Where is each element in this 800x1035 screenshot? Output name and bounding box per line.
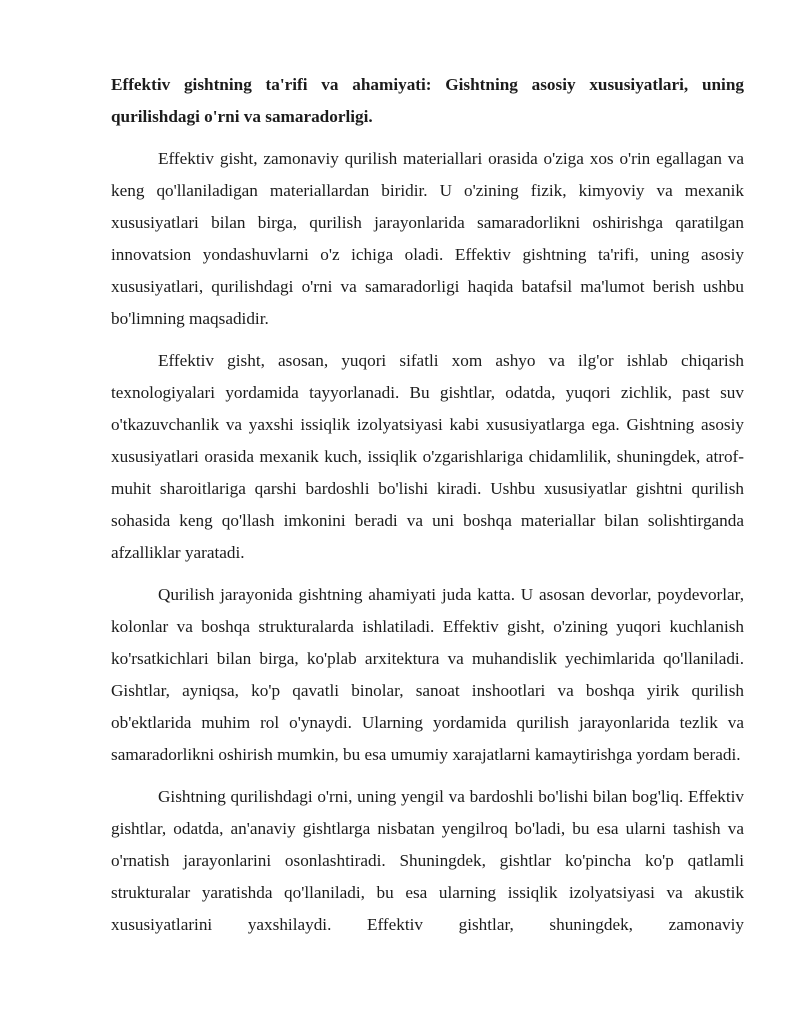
paragraph-1: Effektiv gisht, zamonaviy qurilish materiallari orasida o'ziga xos o'rin egallagan va keng qo'llaniladigan materiallardan biridir. U o'zining fizik, kimyoviy va mexanik xususiyatlari bilan birga, qurilish jarayonlarida samaradorlikni oshirishga qaratilgan innovatsion yondashuvlarni o'z ichiga oladi. Effektiv gishtning ta'rifi, uning asosiy xususiyatlari, qurilishdagi o'rni va samaradorligi haqida batafsil ma'lumot berish ushbu bo'limning maqsadidir. — [111, 149, 744, 328]
section-heading: Effektiv gishtning ta'rifi va ahamiyati: Gishtning asosiy xususiyatlari, uning qurilishdagi o'rni va samaradorligi. — [111, 75, 744, 126]
paragraph-2: Effektiv gisht, asosan, yuqori sifatli xom ashyo va ilg'or ishlab chiqarish texnologiyalari yordamida tayyorlanadi. Bu gishtlar, odatda, yuqori zichlik, past suv o'tkazuvchanlik va yaxshi issiqlik izolyatsiyasi kabi xususiyatlarga ega. Gishtning asosiy xususiyatlari orasida mexanik kuch, issiqlik o'zgarishlariga chidamlilik, shuningdek, atrof-muhit sharoitlariga qarshi bardoshli bo'lishi kiradi. Ushbu xususiyatlar gishtni qurilish sohasida keng qo'llash imkonini beradi va uni boshqa materiallar bilan solishtirganda afzalliklar yaratadi. — [111, 351, 744, 562]
document-page — [111, 69, 744, 941]
paragraph-3: Qurilish jarayonida gishtning ahamiyati juda katta. U asosan devorlar, poydevorlar, kolonlar va boshqa strukturalarda ishlatiladi. Effektiv gisht, o'zining yuqori kuchlanish ko'rsatkichlari bilan birga, ko'plab arxitektura va muhandislik yechimlarida qo'llaniladi. Gishtlar, ayniqsa, ko'p qavatli binolar, sanoat inshootlari va boshqa yirik qurilish ob'ektlarida muhim rol o'ynaydi. Ularning yordamida qurilish jarayonlarida tezlik va samaradorlikni oshirish mumkin, bu esa umumiy xarajatlarni kamaytirishga yordam beradi. — [111, 585, 744, 764]
paragraph-4: Gishtning qurilishdagi o'rni, uning yengil va bardoshli bo'lishi bilan bog'liq. Effektiv gishtlar, odatda, an'anaviy gishtlarga nisbatan yengilroq bo'ladi, bu esa ularni tashish va o'rnatish jarayonlarini osonlashtiradi. Shuningdek, gishtlar ko'pincha ko'p qatlamli strukturalar yaratishda qo'llaniladi, bu esa ularning issiqlik izolyatsiyasi va akustik xususiyatlarini yaxshilaydi. Effektiv gishtlar, shuningdek, zamonaviy — [111, 787, 744, 934]
